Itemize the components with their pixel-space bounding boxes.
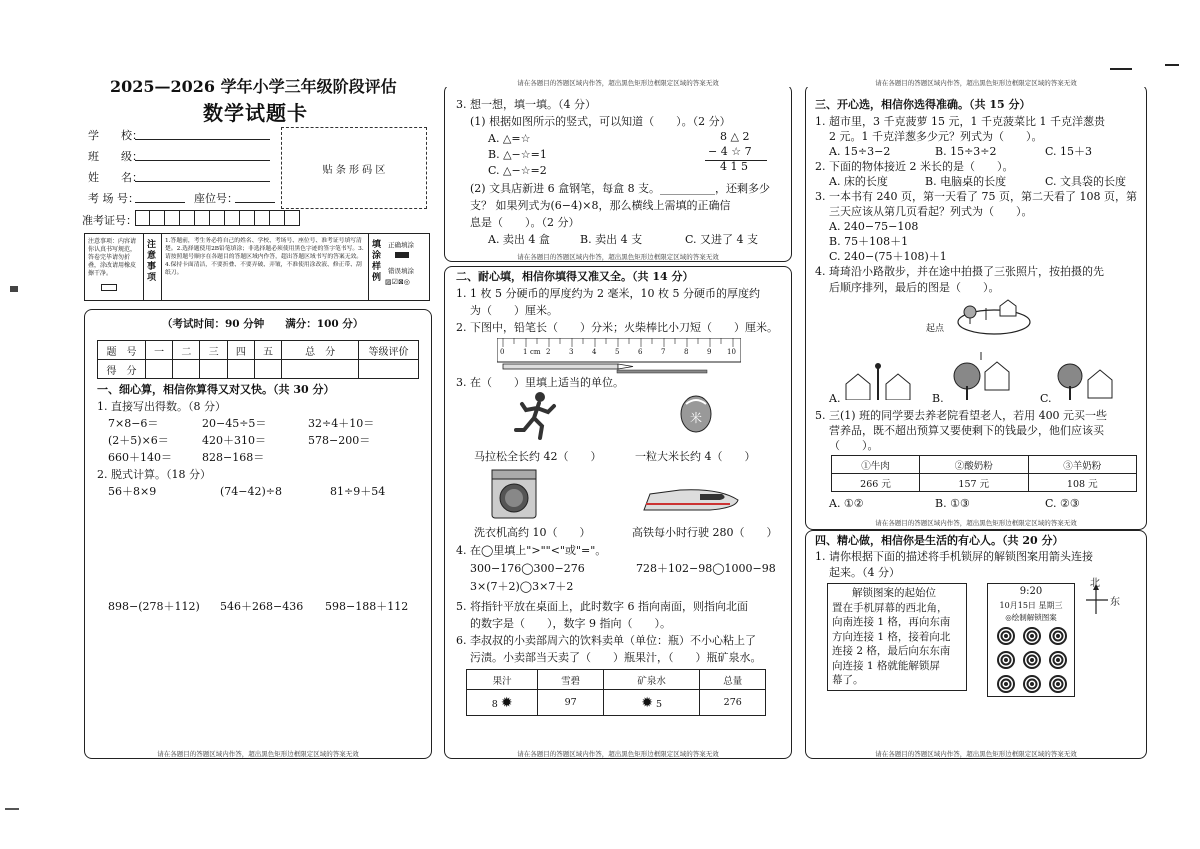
- ruler-tick-label: 7: [661, 348, 666, 356]
- drinks-header: 总量: [700, 670, 766, 690]
- q2-item: 546＋268−436: [220, 600, 304, 613]
- drinks-value: 8: [491, 698, 498, 710]
- q1-item: (2＋5)×6＝: [108, 434, 169, 447]
- fill-3-item: 马拉松全长约 42（ ）: [474, 450, 602, 463]
- ruler-tick-label: 10: [727, 348, 736, 356]
- choice-2-option[interactable]: A. 床的长度: [829, 175, 888, 188]
- washing-machine-icon: [490, 468, 538, 520]
- barcode-area: [281, 127, 427, 209]
- exam-subtitle: 数学试题卡: [203, 101, 308, 125]
- score-row-label: 得 分: [98, 360, 146, 379]
- notice-label: 注意事项: [147, 240, 157, 283]
- fill-3-item: 一粒大米长约 4（ ）: [635, 450, 756, 463]
- choice-1-line: 1. 超市里，3 千克菠萝 15 元，1 千克菠菜比 1 千克洋葱贵: [815, 115, 1105, 128]
- ruler-tick-label: 5: [615, 348, 620, 356]
- barcode-label: 贴 条 形 码 区: [322, 164, 386, 176]
- fill-5-line: 的数字是（ ），数字 9 指向（ ）。: [470, 617, 671, 630]
- notice-left-text: 注意事项：内容请你认真书写规范，答卷完毕请勿折叠，涂改请用橡皮擦干净。: [88, 238, 137, 277]
- wrong-fill-label: 错误填涂: [388, 267, 414, 275]
- ruler-figure: [497, 338, 741, 374]
- unlock-grid[interactable]: [994, 626, 1070, 697]
- photo-option-c[interactable]: [1050, 356, 1122, 400]
- score-header: 五: [254, 341, 281, 360]
- choice-3-line: 三天应该从第几页看起？列式为（ ）。: [829, 205, 1033, 218]
- do-1-line: 1. 请你根据下面的描述将手机锁屏的解锁图案用箭头连接: [815, 550, 1093, 563]
- vertical-calc-line: − 4 ☆ 7: [708, 145, 752, 158]
- choice-4-line: 后顺序排列，最后的图是（ ）。: [829, 281, 1000, 294]
- phone-date: 10月15日 星期三: [999, 601, 1063, 610]
- panel-3-mid-note: 请在各题目的答题区域内作答，超出黑色矩形边框限定区域的答案无效: [875, 519, 1077, 527]
- edge-mark: [1165, 64, 1179, 66]
- q3-1: (1) 根据如图所示的竖式，可以知道（ ）。（2 分）: [470, 115, 731, 128]
- vertical-calc-line: 8 △ 2: [720, 130, 750, 143]
- section-2-title: 二、耐心填，相信你填得又准又全。（共 14 分）: [456, 270, 694, 283]
- panel-3-top-note: 请在各题目的答题区域内作答，超出黑色矩形边框限定区域的答案无效: [805, 78, 1147, 87]
- score-cell[interactable]: [359, 360, 419, 379]
- q2-item: 598−188＋112: [325, 600, 409, 613]
- ticket-label: 准考证号：: [82, 214, 137, 227]
- exam-time-line: （考试时间：90 分钟 满分：100 分）: [162, 318, 364, 330]
- choice-3-option[interactable]: C. 240−(75＋108)＋1: [829, 250, 947, 263]
- score-header: 三: [200, 341, 227, 360]
- score-cell[interactable]: [173, 360, 200, 379]
- nutrition-price-row: [832, 474, 1137, 492]
- q3-2-line: (2) 文具店新进 6 盒钢笔，每盒 8 支。__________，还剩多少: [470, 182, 771, 195]
- choice-5-option[interactable]: B. ①③: [935, 497, 970, 510]
- fill-4-item[interactable]: 300−176◯300−276: [470, 562, 585, 575]
- exam-room-label: 考 场 号：: [88, 192, 139, 205]
- fill-1-line: 为（ ）厘米。: [470, 304, 558, 317]
- nutrition-price: 108 元: [1028, 474, 1137, 492]
- q1-title: 1. 直接写出得数。（8 分）: [97, 400, 226, 413]
- choice-3-option[interactable]: B. 75＋108＋1: [829, 235, 909, 248]
- photo-option-b[interactable]: [945, 350, 1019, 400]
- notice-body: 1.答题前，考生务必将自己的姓名、学校、考场号、座位号、准考证号填写清楚。2.选择题使用2B铅笔填涂；非选择题必须使用黑色字迹的签字笔书写。3.请按照题号顺序在各题目的答题区域内作答，超出答题区域书写的答案无效。4.保持卡面清洁，不要折叠、不要弄破、弄皱，不准使用涂改液、修正带、刮纸刀。: [165, 238, 364, 276]
- school-field[interactable]: [135, 139, 270, 140]
- section-1-title: 一、细心算，相信你算得又对又快。（共 30 分）: [97, 383, 335, 396]
- school-label: 学 校：: [88, 129, 143, 142]
- fill-3-item: 洗衣机高约 10（ ）: [474, 526, 591, 539]
- exam-title: 2025—2026 学年小学三年级阶段评估: [110, 77, 397, 96]
- edge-mark: [1110, 68, 1132, 70]
- do-1-line: 起来。（4 分）: [829, 566, 900, 579]
- start-point-label: 起点: [926, 324, 945, 334]
- ruler-tick-label: 8: [684, 348, 689, 356]
- ruler-tick-label: 3: [569, 348, 574, 356]
- q2-item: 898−(278＋112): [108, 600, 200, 613]
- drinks-header: 矿泉水: [603, 670, 700, 690]
- choice-5-option[interactable]: C. ②③: [1045, 497, 1080, 510]
- drinks-cell: [538, 690, 604, 716]
- stain-icon: ✹: [641, 694, 653, 711]
- exam-room-field[interactable]: [135, 202, 185, 203]
- notice-small-box: [101, 284, 117, 291]
- unlock-desc-line: 幕了。: [832, 674, 864, 686]
- phone-screen: [987, 583, 1075, 697]
- fill-5-line: 5. 将指针平放在桌面上，此时数字 6 指向南面，则指向北面: [456, 600, 748, 613]
- ruler-tick-label: 1: [523, 348, 528, 356]
- score-header: 等级评价: [359, 341, 419, 360]
- correct-fill-label: 正确填涂: [388, 241, 414, 249]
- panel-2-footer: 请在各题目的答题区域内作答，超出黑色矩形边框限定区域的答案无效: [517, 750, 719, 758]
- drinks-cell: [603, 690, 700, 716]
- choice-3-option[interactable]: A. 240−75−108: [829, 220, 919, 233]
- stain-icon: ✹: [500, 694, 513, 711]
- score-table: [97, 340, 419, 379]
- score-header: 一: [146, 341, 173, 360]
- fill-3: 3. 在（ ）里填上适当的单位。: [456, 376, 624, 389]
- score-value-row: [98, 360, 419, 379]
- photo-option-label: B.: [932, 392, 944, 405]
- notice-mid-divider: [161, 234, 162, 300]
- fill-6-line: 污渍。小卖部当天卖了（ ）瓶果汁，（ ）瓶矿泉水。: [470, 651, 762, 664]
- q1-item: 7×8−6＝: [108, 417, 159, 430]
- fill-4-item[interactable]: 728＋102−98◯1000−98: [636, 562, 776, 575]
- q1-item: 578−200＝: [308, 434, 371, 447]
- score-cell[interactable]: [282, 360, 359, 379]
- score-cell[interactable]: [200, 360, 227, 379]
- score-cell[interactable]: [227, 360, 254, 379]
- seat-label: 座位号：: [194, 192, 238, 205]
- q3-option[interactable]: B. △−☆=1: [488, 148, 547, 161]
- q3-2-line: 支？ 如果列式为(6−4)×8，那么横线上需填的正确信: [470, 199, 731, 212]
- nutrition-item: ③羊奶粉: [1028, 456, 1137, 474]
- svg-text:米: 米: [690, 411, 703, 425]
- q1-item: 420＋310＝: [202, 434, 266, 447]
- q1-item: 828−168＝: [202, 451, 265, 464]
- q1-item: 32÷4＋10＝: [308, 417, 375, 430]
- compass-icon: [1084, 578, 1134, 622]
- drinks-header: 雪碧: [538, 670, 604, 690]
- q3-2-option[interactable]: C. 又进了 4 支: [685, 233, 759, 246]
- wrong-fill-sample: ▨☑⊠◎: [385, 278, 410, 286]
- choice-1-option[interactable]: C. 15＋3: [1045, 145, 1093, 158]
- phone-hint: ◎绘制解锁图案: [1005, 613, 1057, 622]
- edge-mark: [5, 808, 19, 810]
- fill-1-line: 1. 1 枚 5 分硬币的厚度约为 2 毫米，10 枚 5 分硬币的厚度约: [456, 287, 760, 300]
- nutrition-item-row: [832, 456, 1137, 474]
- nutrition-price-table: [831, 455, 1137, 492]
- correct-fill-sample: [395, 252, 409, 258]
- panel-3-footer: 请在各题目的答题区域内作答，超出黑色矩形边框限定区域的答案无效: [875, 750, 1077, 758]
- score-header: 二: [173, 341, 200, 360]
- choice-2: 2. 下面的物体接近 2 米长的是（ ）。: [815, 160, 1014, 173]
- choice-5-line: 营养品，既不超出预算又要使剩下的钱最少，他们应该买: [829, 424, 1104, 437]
- score-cell[interactable]: [254, 360, 281, 379]
- unlock-desc-line: 向南连接 1 格，再向东南: [832, 616, 951, 628]
- q3-2-line: 息是（ ）。（2 分）: [470, 216, 580, 229]
- phone-time: 9:20: [1019, 586, 1043, 597]
- ruler-tick-label: 0: [500, 348, 505, 356]
- nutrition-item: ①牛肉: [832, 456, 920, 474]
- photo-option-a[interactable]: [840, 360, 914, 400]
- q2-item: 56＋8×9: [108, 485, 157, 498]
- q2-title: 2. 脱式计算。（18 分）: [97, 468, 211, 481]
- panel-1-footer: 请在各题目的答题区域内作答，超出黑色矩形边框限定区域的答案无效: [157, 750, 359, 758]
- choice-5-line: （ ）。: [829, 439, 879, 452]
- q1-item: 660＋140＝: [108, 451, 172, 464]
- score-cell[interactable]: [146, 360, 173, 379]
- drinks-value: 276: [723, 697, 742, 708]
- nutrition-price: 266 元: [832, 474, 920, 492]
- ruler-tick-label: 4: [592, 348, 597, 356]
- ruler-tick-label: cm: [530, 348, 541, 356]
- drinks-header: 果汁: [467, 670, 538, 690]
- fill-3-item: 高铁每小时行驶 280（ ）: [632, 526, 778, 539]
- q2-item: 81÷9＋54: [330, 485, 386, 498]
- choice-1-option[interactable]: A. 15÷3−2: [829, 145, 891, 158]
- q3-option[interactable]: C. △−☆=2: [488, 164, 547, 177]
- choice-1-option[interactable]: B. 15÷3÷2: [935, 145, 997, 158]
- fill-sample-label: 填涂样例: [372, 240, 382, 283]
- q2-item: (74−42)÷8: [220, 485, 283, 498]
- drinks-table: [466, 669, 766, 716]
- runner-icon: [512, 390, 558, 440]
- unlock-desc-line: 连接 2 格，最后向东东南: [832, 645, 951, 657]
- q3-title: 3. 想一想，填一填。（4 分）: [456, 98, 596, 111]
- section-4-title: 四、精心做，相信你是生活的有心人。（共 20 分）: [815, 534, 1064, 547]
- ruler-tick-label: 9: [707, 348, 712, 356]
- notice-right-divider: [368, 234, 369, 300]
- drinks-cell: [467, 690, 538, 716]
- panel-2-mid-note: 请在各题目的答题区域内作答，超出黑色矩形边框限定区域的答案无效: [517, 253, 719, 261]
- notice-left-divider: [143, 234, 144, 300]
- rice-grain-icon: [678, 392, 714, 434]
- choice-5-option[interactable]: A. ①②: [829, 497, 864, 510]
- section-3-title: 三、开心选，相信你选得准确。（共 15 分）: [815, 98, 1031, 111]
- choice-2-option[interactable]: B. 电脑桌的长度: [925, 175, 1007, 188]
- score-header: 四: [227, 341, 254, 360]
- q3-option[interactable]: A. △=☆: [488, 132, 531, 145]
- drinks-header-row: [467, 670, 766, 690]
- choice-4-line: 4. 琦琦沿小路散步，并在途中拍摄了三张照片，按拍摄的先: [815, 265, 1104, 278]
- score-header: 题 号: [98, 341, 146, 360]
- drinks-cell: [700, 690, 766, 716]
- drinks-value: 97: [564, 697, 577, 708]
- ruler-tick-label: 6: [638, 348, 643, 356]
- compass-north: 北: [1090, 578, 1100, 589]
- choice-2-option[interactable]: C. 文具袋的长度: [1045, 175, 1127, 188]
- unlock-desc-line: 解锁图案的起始位: [852, 587, 936, 599]
- unlock-desc-line: 向连接 1 格就能解锁屏: [832, 659, 940, 672]
- photo-option-label: C.: [1040, 392, 1052, 405]
- unlock-desc-line: 方向连接 1 格，接着向北: [832, 630, 951, 643]
- seat-field[interactable]: [235, 202, 275, 203]
- choice-3-line: 3. 一本书有 240 页，第一天看了 75 页，第二天看了 108 页，第: [815, 190, 1137, 203]
- nutrition-price: 157 元: [920, 474, 1028, 492]
- fill-4-item[interactable]: 3×(7＋2)◯3×7＋2: [470, 580, 574, 593]
- ticket-boxes[interactable]: [135, 210, 300, 226]
- unlock-desc-line: 置在手机屏幕的西北角，: [832, 601, 948, 614]
- photo-option-label: A.: [829, 392, 841, 405]
- vertical-calc-line: 4 1 5: [720, 160, 748, 173]
- drinks-value-row: [467, 690, 766, 716]
- class-field[interactable]: [135, 160, 270, 161]
- score-header: 总 分: [282, 341, 359, 360]
- fill-2: 2. 下图中，铅笔长（ ）分米；火柴棒比小刀短（ ）厘米。: [456, 321, 778, 334]
- name-field[interactable]: [135, 181, 270, 182]
- drinks-value: 5: [656, 698, 663, 710]
- compass-east: 东: [1110, 597, 1120, 608]
- walk-path-map: [950, 298, 1036, 338]
- name-label: 姓 名：: [88, 171, 143, 184]
- edge-mark: [10, 286, 18, 292]
- choice-5-line: 5. 三(1) 班的同学要去养老院看望老人，若用 400 元买一些: [815, 409, 1108, 422]
- choice-1-line: 2 元。1 千克洋葱多少元？列式为（ ）。: [829, 130, 1043, 143]
- nutrition-item: ②酸奶粉: [920, 456, 1028, 474]
- fill-4: 4. 在◯里填上">""<"或"="。: [456, 544, 607, 557]
- score-header-row: [98, 341, 419, 360]
- class-label: 班 级：: [88, 150, 143, 163]
- ruler-tick-label: 2: [546, 348, 551, 356]
- unlock-description-box: [827, 583, 967, 691]
- q3-2-option[interactable]: A. 卖出 4 盒: [488, 233, 550, 246]
- ruler-svg: [497, 338, 741, 374]
- panel-2-top-note: 请在各题目的答题区域内作答，超出黑色矩形边框限定区域的答案无效: [444, 78, 792, 87]
- high-speed-train-icon: [640, 482, 740, 516]
- notice-box: [84, 233, 430, 301]
- q1-item: 20−45÷5＝: [202, 417, 267, 430]
- q3-2-option[interactable]: B. 卖出 4 支: [580, 233, 643, 246]
- fill-6-line: 6. 李叔叔的小卖部周六的饮料卖单（单位：瓶）不小心粘上了: [456, 634, 756, 647]
